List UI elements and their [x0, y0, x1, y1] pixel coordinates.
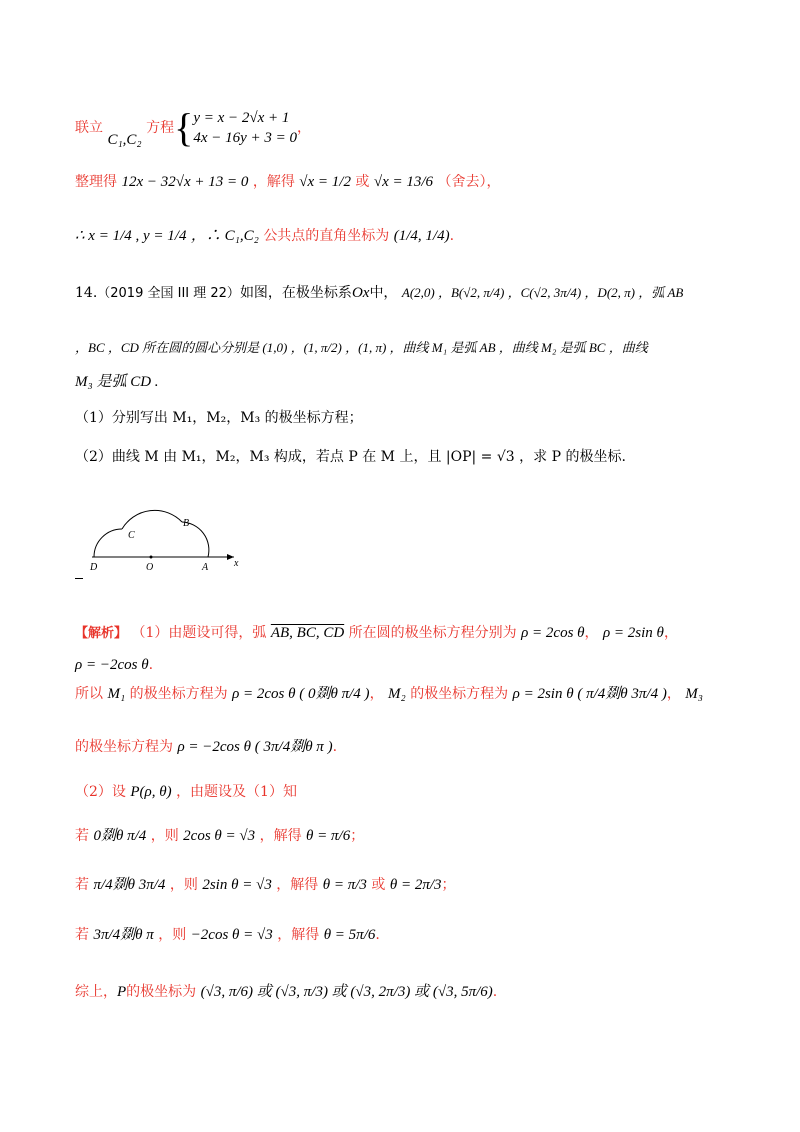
analysis-line-1: 【解析】 （1）由题设可得，弧 AB, BC, CD 所在圆的极坐标方程分别为 ρ = 2cos θ， ρ = 2sin θ，	[75, 625, 678, 641]
figure-caret	[75, 578, 83, 579]
simplify-sol1: √x = 1/2	[299, 174, 351, 190]
simplify-note: （舍去），	[437, 174, 501, 190]
problem-m3	[75, 372, 159, 392]
analysis-arcs: AB, BC, CD	[270, 625, 345, 641]
analysis-tag: 【解析】	[75, 626, 128, 641]
polar-figure	[84, 482, 264, 582]
simplify-prefix: 整理得	[75, 174, 117, 190]
result-mid: ，∴ C₁,C₂	[190, 228, 259, 244]
problem-intro-text: 如图，在极坐标系	[239, 285, 352, 301]
analysis-line-2: 所以 M₁ 的极坐标方程为 ρ = 2cos θ ( 0剟θ π/4 )， M₂ 的极坐标方程为 ρ = 2sin θ ( π/4剟θ 3π/4 )， M₃	[75, 686, 703, 702]
summary-line: 综上，P的极坐标为 (√3, π/6) 或 (√3, π/3) 或 (√3, 2π/3) 或 (√3, 5π/6).	[75, 984, 498, 1000]
system-mid: 方程	[146, 120, 175, 136]
summary-answer: (√3, π/6) 或 (√3, π/3) 或 (√3, 2π/3) 或 (√3, 5π/6)	[200, 984, 493, 1000]
system-end: ，	[297, 120, 311, 136]
simplify-sol2: √x = 13/6	[373, 174, 434, 190]
simplify-eq: 12x − 32√x + 13 = 0	[121, 174, 249, 190]
analysis-line-1c: ρ = −2cos θ.	[75, 657, 154, 673]
problem-points: A(2,0) ，B(√2, π/4) ，C(√2, 3π/4) ，D(2, π) ，弧 AB	[401, 285, 684, 300]
label-d: D	[90, 562, 98, 573]
simplify-line	[75, 172, 501, 192]
simplify-or: 或	[355, 174, 370, 190]
result-point: (1/4, 1/4)	[393, 228, 450, 244]
analysis-eq1: ρ = 2cos θ	[521, 625, 585, 641]
part2-line: （2）设 P(ρ, θ) ，由题设及（1）知	[75, 784, 297, 800]
problem-source: （2019 全国 III 理 22）	[97, 286, 240, 301]
system-curves: C₁,C₂	[107, 132, 142, 148]
problem-m3-text: M₃ 是弧 CD .	[75, 374, 159, 390]
case-1: 若 0剟θ π/4 ，则 2cos θ = √3 ，解得 θ = π/6；	[75, 828, 365, 844]
m1-equation: ρ = 2cos θ ( 0剟θ π/4 )	[232, 686, 370, 702]
label-b: B	[183, 518, 190, 529]
system-eq1: y = x − 2√x + 1	[193, 110, 290, 126]
label-x: x	[234, 558, 239, 569]
label-a: A	[202, 562, 209, 573]
point-p: P(ρ, θ)	[130, 784, 172, 800]
analysis-eq3: ρ = −2cos θ	[75, 657, 149, 673]
result-eq: ∴ x = 1/4 , y = 1/4	[75, 228, 187, 244]
problem-ox: Ox	[351, 285, 370, 301]
origin-dot	[150, 556, 153, 559]
label-o: O	[146, 562, 154, 573]
case-3: 若 3π/4剟θ π ，则 −2cos θ = √3 ，解得 θ = 5π/6.	[75, 927, 380, 943]
problem-intro: 14.（2019 全国 III 理 22）如图，在极坐标系Ox中， A(2,0) ，B(√2, π/4) ，C(√2, 3π/4) ，D(2, π) ，弧 AB	[75, 285, 684, 301]
system-eq2: 4x − 16y + 3 = 0	[193, 130, 297, 146]
case-2: 若 π/4剟θ 3π/4 ，则 2sin θ = √3 ，解得 θ = π/3 或 θ = 2π/3；	[75, 877, 456, 893]
system-line: 联立 C₁,C₂ 方程{ y = x − 2√x + 1 4x − 16y + 3 = 0 ，	[75, 105, 311, 150]
question-1: （1）分别写出 M₁，M₂，M₃ 的极坐标方程；	[75, 410, 363, 426]
system-prefix: 联立	[75, 120, 103, 136]
problem-centers-text: ，BC ，CD 所在圆的圆心分别是 (1,0) ，(1, π/2) ，(1, π) ，曲线 M₁ 是弧 AB ，曲线 M₂ 是弧 BC ，曲线	[75, 340, 648, 355]
problem-centers	[75, 338, 648, 358]
problem-number: 14.	[75, 285, 98, 301]
m2-equation: ρ = 2sin θ ( π/4剟θ 3π/4 )	[512, 686, 667, 702]
question-2: （2）曲线 M 由 M₁，M₂，M₃ 构成，若点 P 在 M 上，且 |OP| = √3 ，求 P 的极坐标.	[75, 449, 626, 465]
analysis-line-3: 的极坐标方程为 ρ = −2cos θ ( 3π/4剟θ π ).	[75, 739, 338, 755]
result-text: 公共点的直角坐标为	[263, 228, 390, 244]
label-c: C	[128, 530, 135, 541]
simplify-mid: ，解得	[252, 174, 295, 190]
m3-equation: ρ = −2cos θ ( 3π/4剟θ π )	[177, 739, 333, 755]
equation-system	[193, 108, 297, 148]
analysis-eq2: ρ = 2sin θ	[602, 625, 664, 641]
result-line: ∴ x = 1/4 , y = 1/4 ，∴ C₁,C₂ 公共点的直角坐标为 (1/4, 1/4).	[75, 228, 455, 244]
